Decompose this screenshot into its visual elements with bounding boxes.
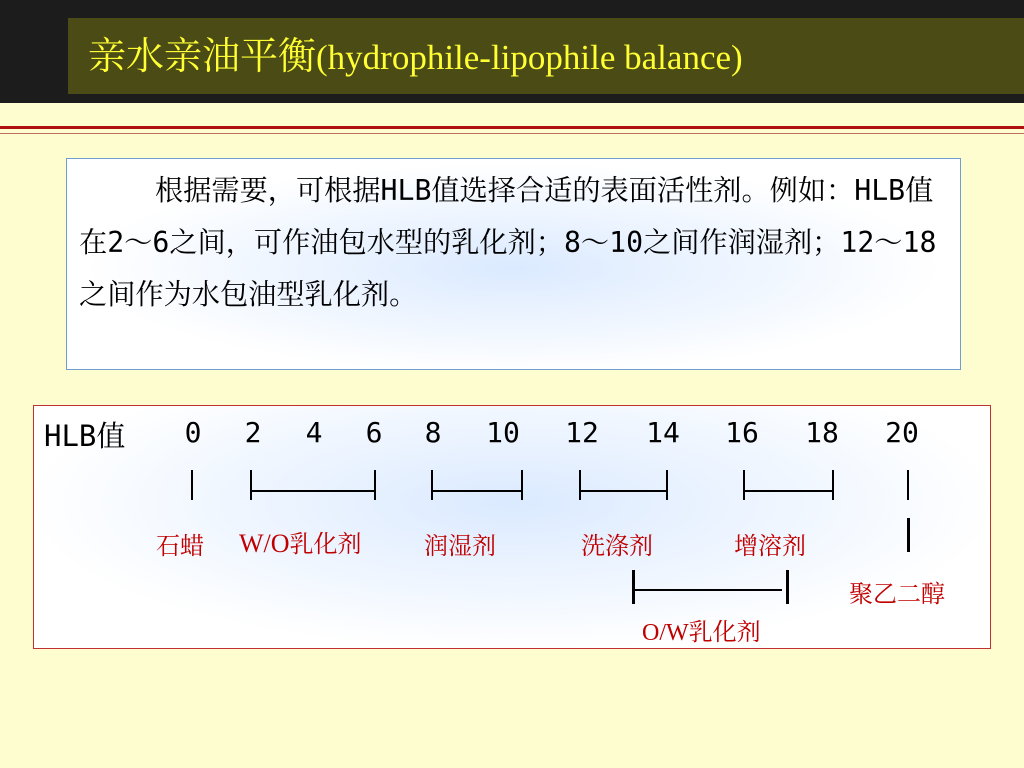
range-start-wetting xyxy=(431,470,433,500)
label-peg: 聚乙二醇 xyxy=(849,580,945,608)
title-chinese: 亲水亲油平衡 xyxy=(88,34,317,78)
ow-range-end xyxy=(786,570,789,604)
range-marker-paraffin xyxy=(191,470,193,500)
label-detergent: 洗涤剂 xyxy=(581,532,653,560)
slide-title xyxy=(88,32,743,82)
scale-tick-10: 10 xyxy=(486,416,520,449)
description-paragraph: 根据需要，可根据HLB值选择合适的表面活性剂。例如：HLB值在2～6之间，可作油包水型的乳化剂；8～10之间作润湿剂；12～18之间作为水包油型乳化剂。 xyxy=(79,174,937,311)
label-paraffin: 石蜡 xyxy=(156,532,204,560)
range-start-detergent xyxy=(579,470,581,500)
range-start-solubilizer xyxy=(743,470,745,500)
range-bar-wo xyxy=(252,490,374,492)
range-bar-solubilizer xyxy=(745,490,832,492)
range-marker-peg xyxy=(907,470,909,500)
ow-range-bar xyxy=(635,589,782,591)
scale-tick-16: 16 xyxy=(725,416,759,449)
label-wetting-agent: 润湿剂 xyxy=(424,532,496,560)
peg-marker xyxy=(907,518,910,552)
scale-tick-6: 6 xyxy=(365,416,383,449)
hlb-scale-label: HLB值 xyxy=(44,419,126,453)
ow-range-start xyxy=(632,570,635,604)
range-bar-wetting xyxy=(433,490,521,492)
scale-tick-18: 18 xyxy=(805,416,839,449)
scale-tick-4: 4 xyxy=(305,416,323,449)
range-start-wo xyxy=(250,470,252,500)
title-english: (hydrophile-lipophile balance) xyxy=(316,38,743,77)
scale-tick-20: 20 xyxy=(885,416,919,449)
scale-tick-2: 2 xyxy=(244,416,262,449)
divider-red xyxy=(0,126,1024,129)
description-box xyxy=(66,158,961,370)
divider-thin xyxy=(0,133,1024,134)
label-solubilizer: 增溶剂 xyxy=(734,532,806,560)
label-ow-emulsifier: O/W乳化剂 xyxy=(642,618,761,646)
hlb-scale-panel xyxy=(33,405,991,649)
range-bar-detergent xyxy=(581,490,666,492)
range-end-wetting xyxy=(521,470,523,500)
range-end-solubilizer xyxy=(832,470,834,500)
scale-tick-12: 12 xyxy=(565,416,599,449)
scale-tick-14: 14 xyxy=(646,416,680,449)
label-wo-emulsifier: W/O乳化剂 xyxy=(239,529,362,558)
scale-tick-8: 8 xyxy=(424,416,442,449)
scale-tick-0: 0 xyxy=(184,416,202,449)
range-end-detergent xyxy=(666,470,668,500)
range-end-wo xyxy=(374,470,376,500)
